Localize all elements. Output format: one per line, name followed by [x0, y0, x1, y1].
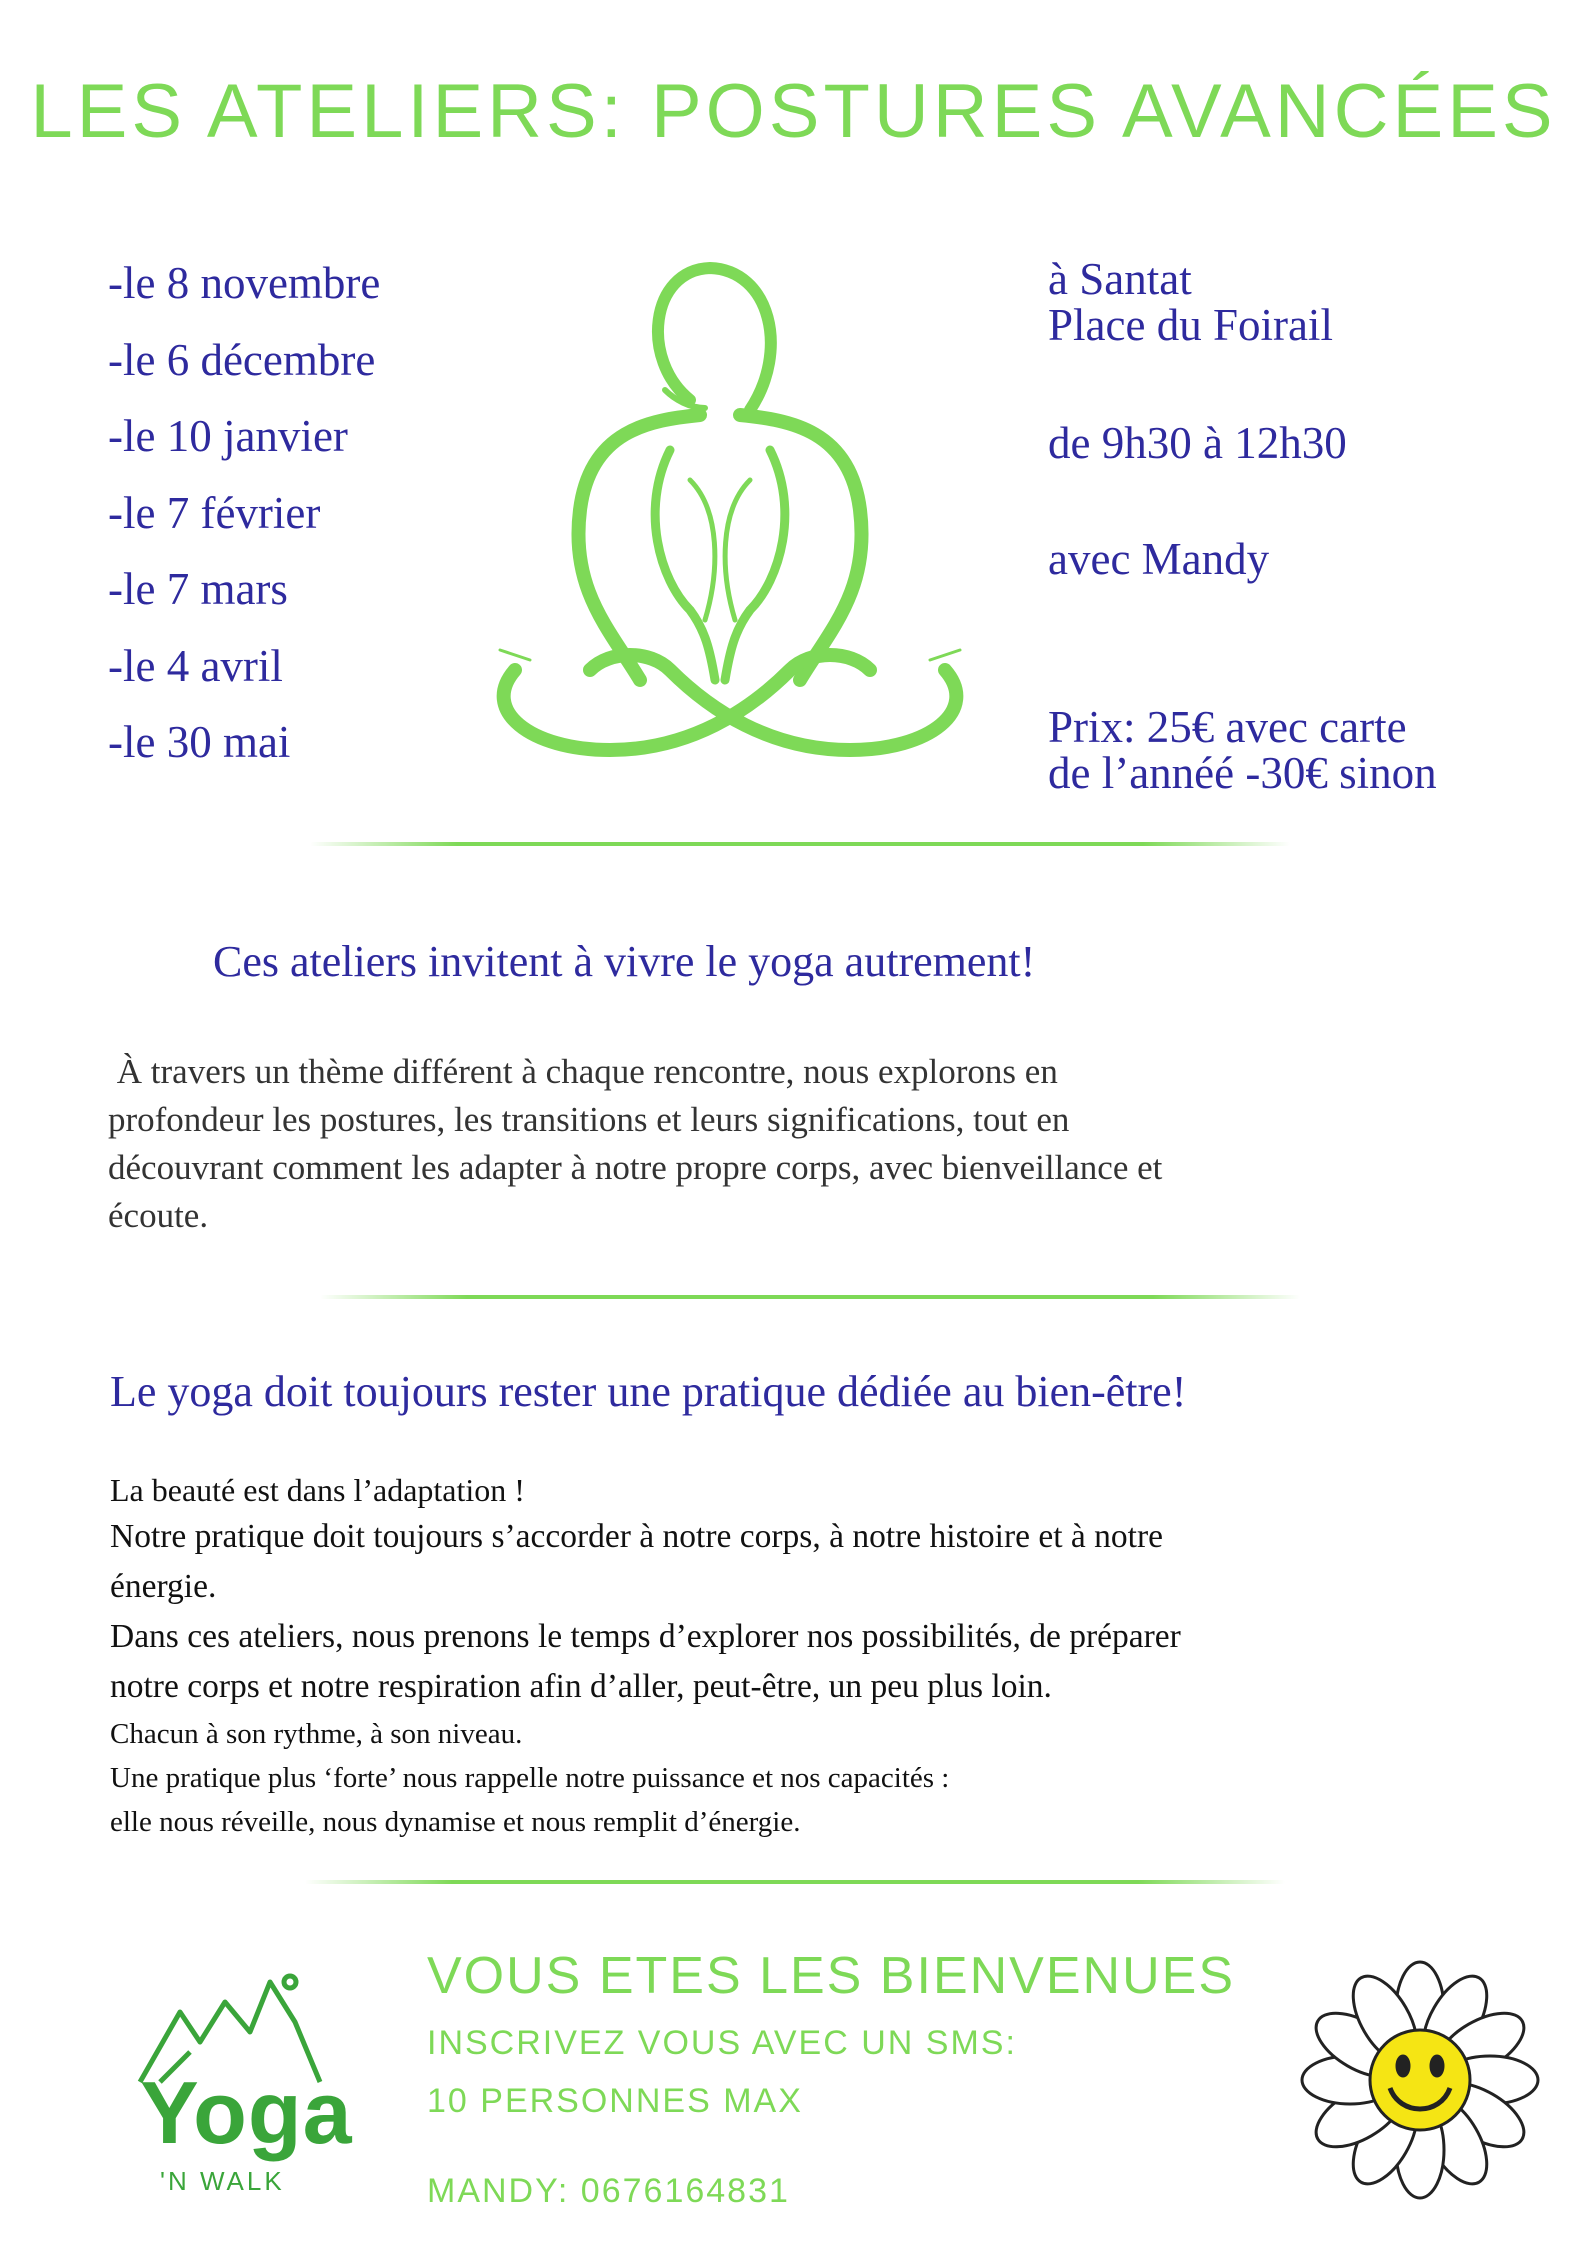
body-line: Notre pratique doit toujours s’accorder à notre corps, à notre histoire et à notre	[110, 1518, 1164, 1555]
logo-subtitle: 'N WALK	[160, 2166, 285, 2196]
location-line-1: à Santat	[1048, 254, 1192, 304]
welcome-heading: VOUS ETES LES BIENVENUES	[427, 1947, 1236, 2005]
date-item: -le 30 mai	[108, 717, 291, 767]
paragraph-line: À travers un thème différent à chaque rencontre, nous explorons en	[108, 1052, 1058, 1091]
location-line-2: Place du Foirail	[1048, 300, 1333, 350]
time-text: de 9h30 à 12h30	[1048, 418, 1347, 468]
logo-word: Yoga	[140, 2063, 353, 2162]
divider	[310, 842, 1290, 846]
date-item: -le 7 mars	[108, 564, 288, 614]
contact-text: MANDY: 0676164831	[427, 2172, 790, 2210]
dates-list	[108, 258, 380, 794]
price-line-1: Prix: 25€ avec carte	[1048, 702, 1407, 752]
sms-instruction: INSCRIVEZ VOUS AVEC UN SMS:	[427, 2024, 1017, 2062]
paragraph-line: profondeur les postures, les transitions et leurs significations, tout en	[108, 1100, 1070, 1139]
body-line: Dans ces ateliers, nous prenons le temps d’explorer nos possibilités, de préparer	[110, 1618, 1181, 1655]
teacher-text: avec Mandy	[1048, 534, 1270, 584]
price-line-2: de l’annéé -30€ sinon	[1048, 748, 1437, 798]
capacity-text: 10 PERSONNES MAX	[427, 2082, 803, 2120]
paragraph-line: découvrant comment les adapter à notre propre corps, avec bienveillance et	[108, 1148, 1163, 1187]
body-line: notre corps et notre respiration afin d’aller, peut-être, un peu plus loin.	[110, 1668, 1052, 1705]
section1-paragraph	[108, 1048, 1508, 1240]
page-title: LES ATELIERS: POSTURES AVANCÉES	[30, 69, 1557, 154]
date-item: -le 7 février	[108, 487, 321, 538]
section2-body	[110, 1468, 1530, 1844]
divider	[320, 1295, 1300, 1299]
paragraph-line: écoute.	[108, 1196, 209, 1235]
body-line: La beauté est dans l’adaptation !	[110, 1472, 525, 1508]
date-item: -le 8 novembre	[108, 258, 381, 308]
yoga-n-walk-logo	[120, 1962, 353, 2202]
section1-heading: Ces ateliers invitent à vivre le yoga autrement!	[213, 937, 1036, 986]
body-line: Chacun à son rythme, à son niveau.	[110, 1718, 523, 1750]
meditation-figure-icon	[490, 250, 970, 760]
section2-heading: Le yoga doit toujours rester une pratique dédiée au bien-être!	[110, 1367, 1187, 1416]
smiley-flower-icon	[1300, 1960, 1540, 2200]
date-item: -le 10 janvier	[108, 411, 348, 461]
date-item: -le 4 avril	[108, 640, 283, 691]
event-info	[1048, 256, 1437, 796]
date-item: -le 6 décembre	[108, 334, 376, 385]
divider	[305, 1880, 1285, 1884]
body-line: elle nous réveille, nous dynamise et nous remplit d’énergie.	[110, 1806, 801, 1838]
body-line: Une pratique plus ‘forte’ nous rappelle notre puissance et nos capacités :	[110, 1762, 950, 1794]
body-line: énergie.	[110, 1568, 217, 1605]
